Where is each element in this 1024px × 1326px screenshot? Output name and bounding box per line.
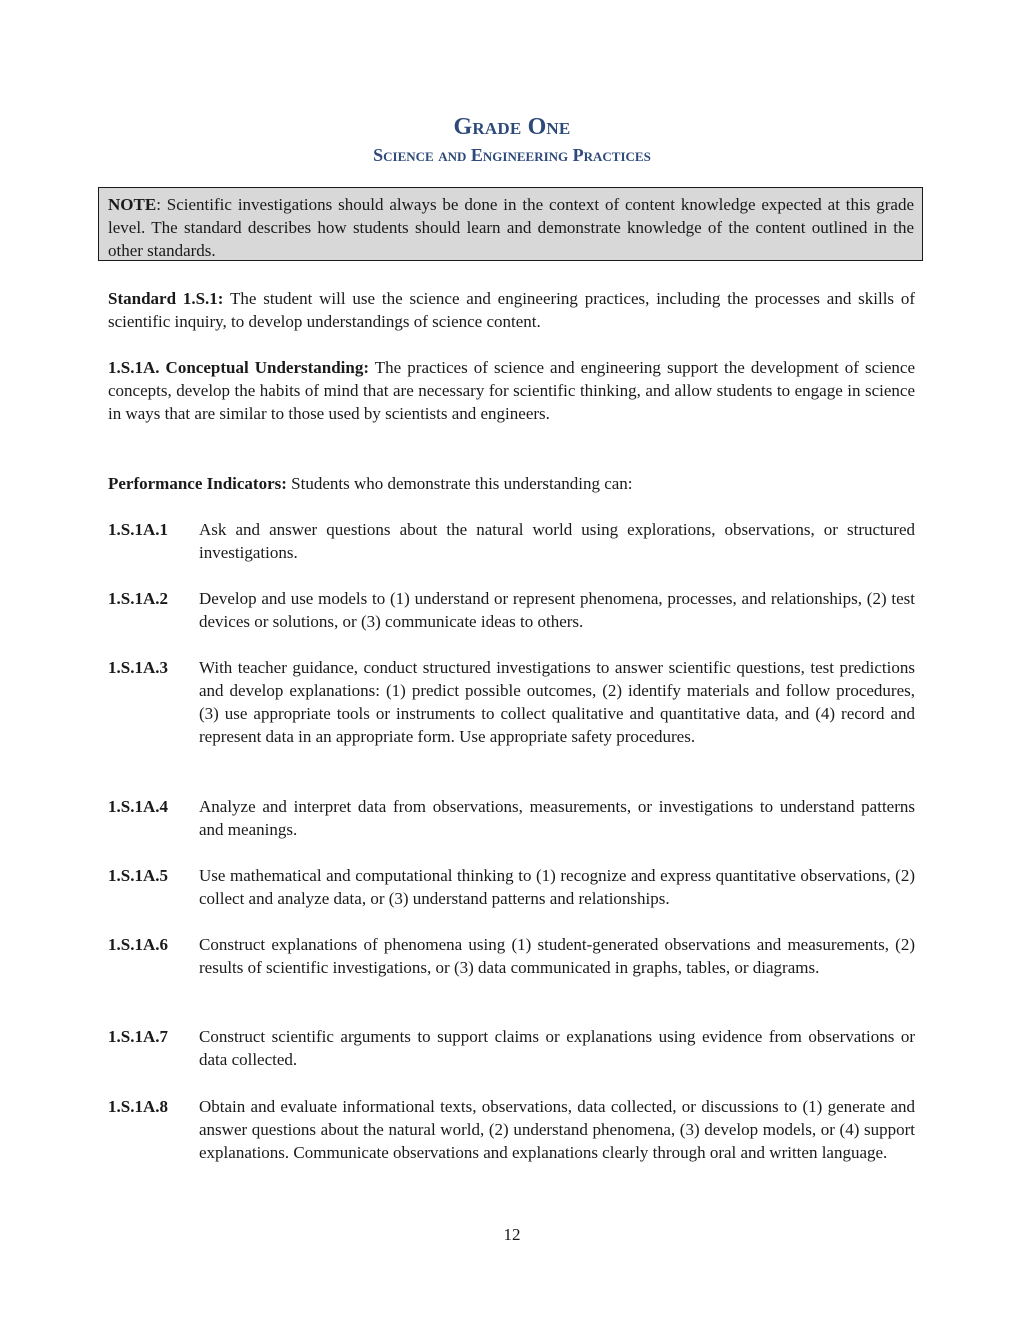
indicator-text: Obtain and evaluate informational texts, observations, data collected, or discussions to (1) generate and answer questions about the natural world, (2) understand phenomena, (3) develop models, or (4) support explanations. Communicate observations and explanations clearly through oral and written language. [199, 1097, 915, 1162]
note-label: NOTE [108, 195, 157, 214]
indicator-item [108, 933, 915, 979]
indicator-item [108, 795, 915, 841]
indicator-code: 1.S.1A.7 [108, 1027, 168, 1046]
performance-indicators-intro [108, 472, 915, 495]
indicator-item [108, 1025, 915, 1071]
indicator-code: 1.S.1A.5 [108, 866, 168, 885]
title-block [0, 113, 1024, 167]
indicator-text: Use mathematical and computational thinking to (1) recognize and express quantitative observations, (2) collect and analyze data, or (3) understand patterns and relationships. [199, 866, 915, 908]
note-box [98, 187, 923, 261]
indicator-code: 1.S.1A.2 [108, 589, 168, 608]
indicator-code: 1.S.1A.3 [108, 658, 168, 677]
indicator-item [108, 587, 915, 633]
indicator-code: 1.S.1A.8 [108, 1097, 168, 1116]
performance-label: Performance Indicators: [108, 474, 287, 493]
indicator-code: 1.S.1A.4 [108, 797, 168, 816]
indicator-code: 1.S.1A.1 [108, 520, 168, 539]
standard-paragraph [108, 287, 915, 333]
standard-text: The student will use the science and engineering practices, including the processes and skills of scientific inquiry, to develop understandings of science content. [108, 289, 916, 331]
indicator-item [108, 656, 915, 748]
performance-text: Students who demonstrate this understanding can: [286, 474, 633, 493]
indicator-text: Develop and use models to (1) understand or represent phenomena, processes, and relationships, (2) test devices or solutions, or (3) communicate ideas to others. [199, 589, 915, 631]
page-number: 12 [503, 1225, 521, 1244]
page-subtitle: Science and Engineering Practices [373, 145, 651, 165]
conceptual-label: 1.S.1A. Conceptual Understanding: [108, 358, 370, 377]
indicator-text: Construct explanations of phenomena using (1) student-generated observations and measurements, (2) results of scientific investigations, or (3) data communicated in graphs, tables, or diagrams. [199, 935, 915, 977]
conceptual-understanding-paragraph [108, 356, 915, 425]
indicator-item [108, 864, 915, 910]
standard-label: Standard 1.S.1: [108, 289, 224, 308]
indicator-text: Construct scientific arguments to support claims or explanations using evidence from observations or data collected. [199, 1027, 915, 1069]
indicator-item [108, 518, 915, 564]
indicator-text: With teacher guidance, conduct structured investigations to answer scientific questions, test predictions and develop explanations: (1) predict possible outcomes, (2) identify materials and follow procedures, (3) use appropriate tools or instruments to collect qualitative and quantitative data, and (4) record and represent data in an appropriate form. Use appropriate safety procedures. [199, 658, 915, 746]
page-title: Grade One [453, 114, 571, 140]
indicator-item [108, 1095, 915, 1164]
indicator-text: Ask and answer questions about the natural world using explorations, observations, or structured investigations. [199, 520, 915, 562]
note-text: : Scientific investigations should always be done in the context of content knowledge expected at this grade level. The standard describes how students should learn and demonstrate knowledge of the content outlined in the other standards. [108, 195, 914, 260]
indicator-code: 1.S.1A.6 [108, 935, 168, 954]
indicator-text: Analyze and interpret data from observations, measurements, or investigations to understand patterns and meanings. [199, 797, 915, 839]
conceptual-text: The practices of science and engineering support the development of science concepts, develop the habits of mind that are necessary for scientific thinking, and allow students to engage in science in ways that are similar to those used by scientists and engineers. [108, 358, 915, 423]
